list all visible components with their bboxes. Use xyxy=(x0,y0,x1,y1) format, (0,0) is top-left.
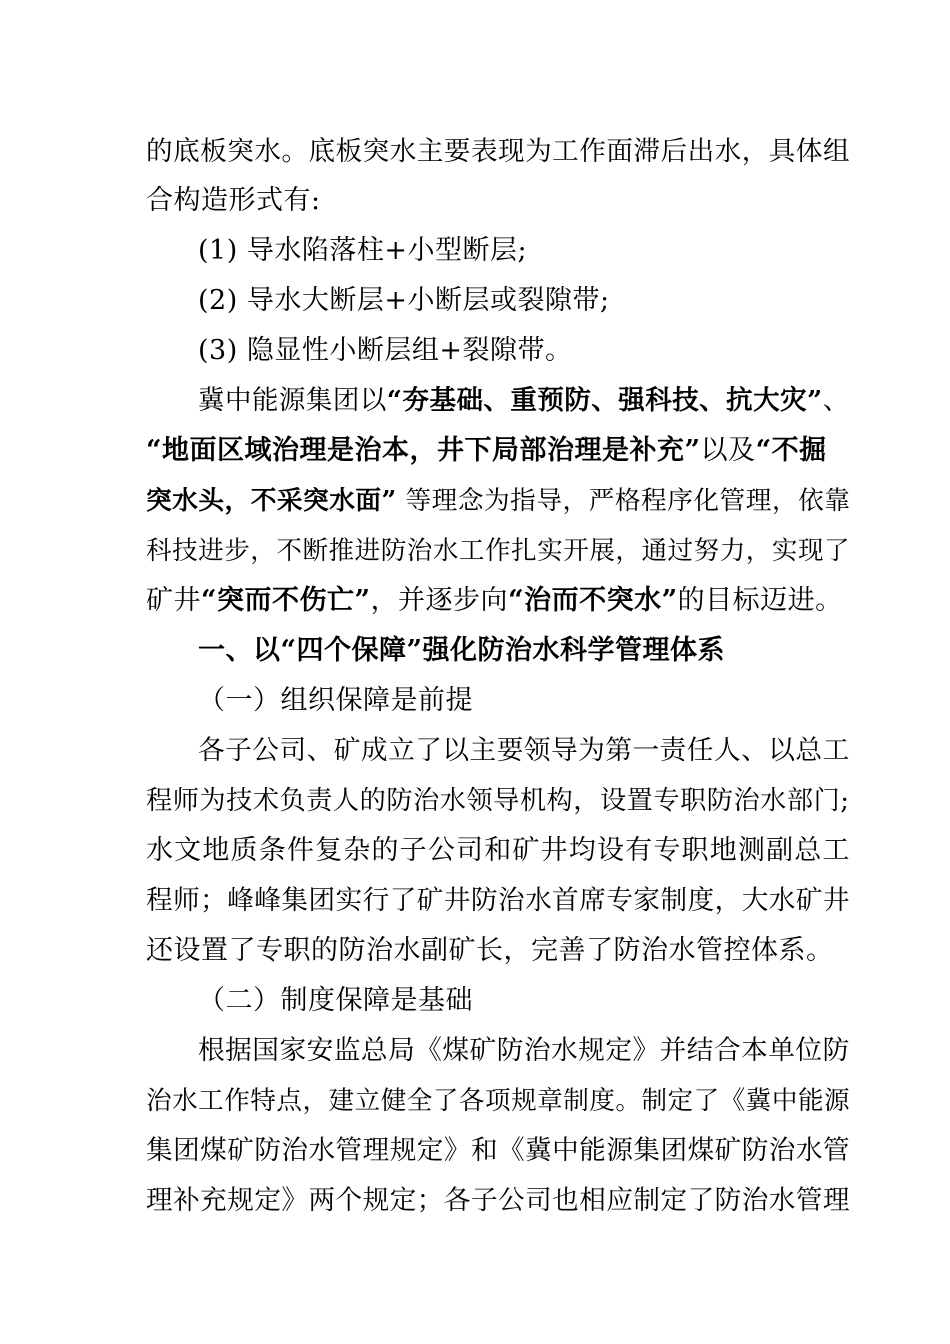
text-segment: 的目标迈进。 xyxy=(677,585,843,616)
bold-segment: “地面区域治理是治本，井下局部治理是补充” xyxy=(146,435,701,466)
paragraph-line xyxy=(146,1086,850,1116)
list-item xyxy=(198,286,850,316)
list-item xyxy=(198,236,850,266)
text-segment: 集团煤矿防治水管理规定》和《冀中能源集团煤矿防治水管 xyxy=(146,1135,851,1166)
paragraph-line xyxy=(146,936,850,966)
subsection-heading xyxy=(198,686,850,716)
text-segment: (1) 导水陷落柱+小型断层; xyxy=(198,235,528,266)
paragraph-line xyxy=(146,586,850,616)
paragraph-line xyxy=(146,1136,850,1166)
text-segment: 各子公司、矿成立了以主要领导为第一责任人、以总工 xyxy=(198,735,850,766)
text-segment: 科技进步，不断推进防治水工作扎实开展，通过努力，实现了 xyxy=(146,536,851,566)
text-segment: 程师为技术负责人的防治水领导机构，设置专职防治水部门; xyxy=(146,786,850,816)
text-segment: 程师；峰峰集团实行了矿井防治水首席专家制度，大水矿井 xyxy=(146,885,851,916)
paragraph-line xyxy=(146,436,850,466)
bold-segment: “夯基础、重预防、强科技、抗大灾” xyxy=(386,385,823,416)
text-segment: 的底板突水。底板突水主要表现为工作面滞后出水，具体组 xyxy=(146,136,851,167)
paragraph-line xyxy=(198,1036,850,1066)
text-segment: 理补充规定》两个规定；各子公司也相应制定了防治水管理 xyxy=(146,1185,851,1216)
list-item xyxy=(198,336,850,366)
text-segment: (2) 导水大断层+小断层或裂隙带; xyxy=(198,285,610,316)
bold-segment: “不掘 xyxy=(755,435,827,466)
heading-text: （二）制度保障是基础 xyxy=(198,985,473,1016)
paragraph-line xyxy=(198,736,850,766)
text-segment: 、 xyxy=(822,385,850,416)
text-segment: 矿井 xyxy=(146,585,201,616)
paragraph-line xyxy=(146,886,850,916)
paragraph-line xyxy=(146,486,850,516)
text-segment: 治水工作特点，建立健全了各项规章制度。制定了《冀中能源 xyxy=(146,1086,851,1116)
bold-segment: “治而不突水” xyxy=(508,585,678,616)
heading-text: （一）组织保障是前提 xyxy=(198,685,473,716)
text-segment: ，并逐步向 xyxy=(370,585,509,616)
text-segment: 还设置了专职的防治水副矿长，完善了防治水管控体系。 xyxy=(146,935,834,966)
bold-segment: “突而不伤亡” xyxy=(201,585,371,616)
section-heading xyxy=(198,636,850,666)
paragraph-line xyxy=(146,786,850,816)
paragraph-line xyxy=(146,137,850,167)
paragraph-line xyxy=(146,536,850,566)
paragraph-line xyxy=(146,1186,850,1216)
heading-text: 一、以“四个保障”强化防治水科学管理体系 xyxy=(198,635,726,666)
paragraph-line xyxy=(198,386,850,416)
paragraph-line xyxy=(146,836,850,866)
text-segment: 合构造形式有: xyxy=(146,185,321,216)
bold-segment: 突水头，不采突水面” xyxy=(146,486,397,516)
text-segment: 根据国家安监总局《煤矿防治水规定》并结合本单位防 xyxy=(198,1035,850,1066)
subsection-heading xyxy=(198,986,850,1016)
text-segment: 冀中能源集团以 xyxy=(198,385,387,416)
text-segment: 等理念为指导，严格程序化管理，依靠 xyxy=(396,486,851,516)
paragraph-line xyxy=(146,186,850,216)
text-segment: 水文地质条件复杂的子公司和矿井均设有专职地测副总工 xyxy=(146,835,850,866)
text-segment: (3) 隐显性小断层组+裂隙带。 xyxy=(198,335,573,366)
text-segment: 以及 xyxy=(700,435,756,466)
